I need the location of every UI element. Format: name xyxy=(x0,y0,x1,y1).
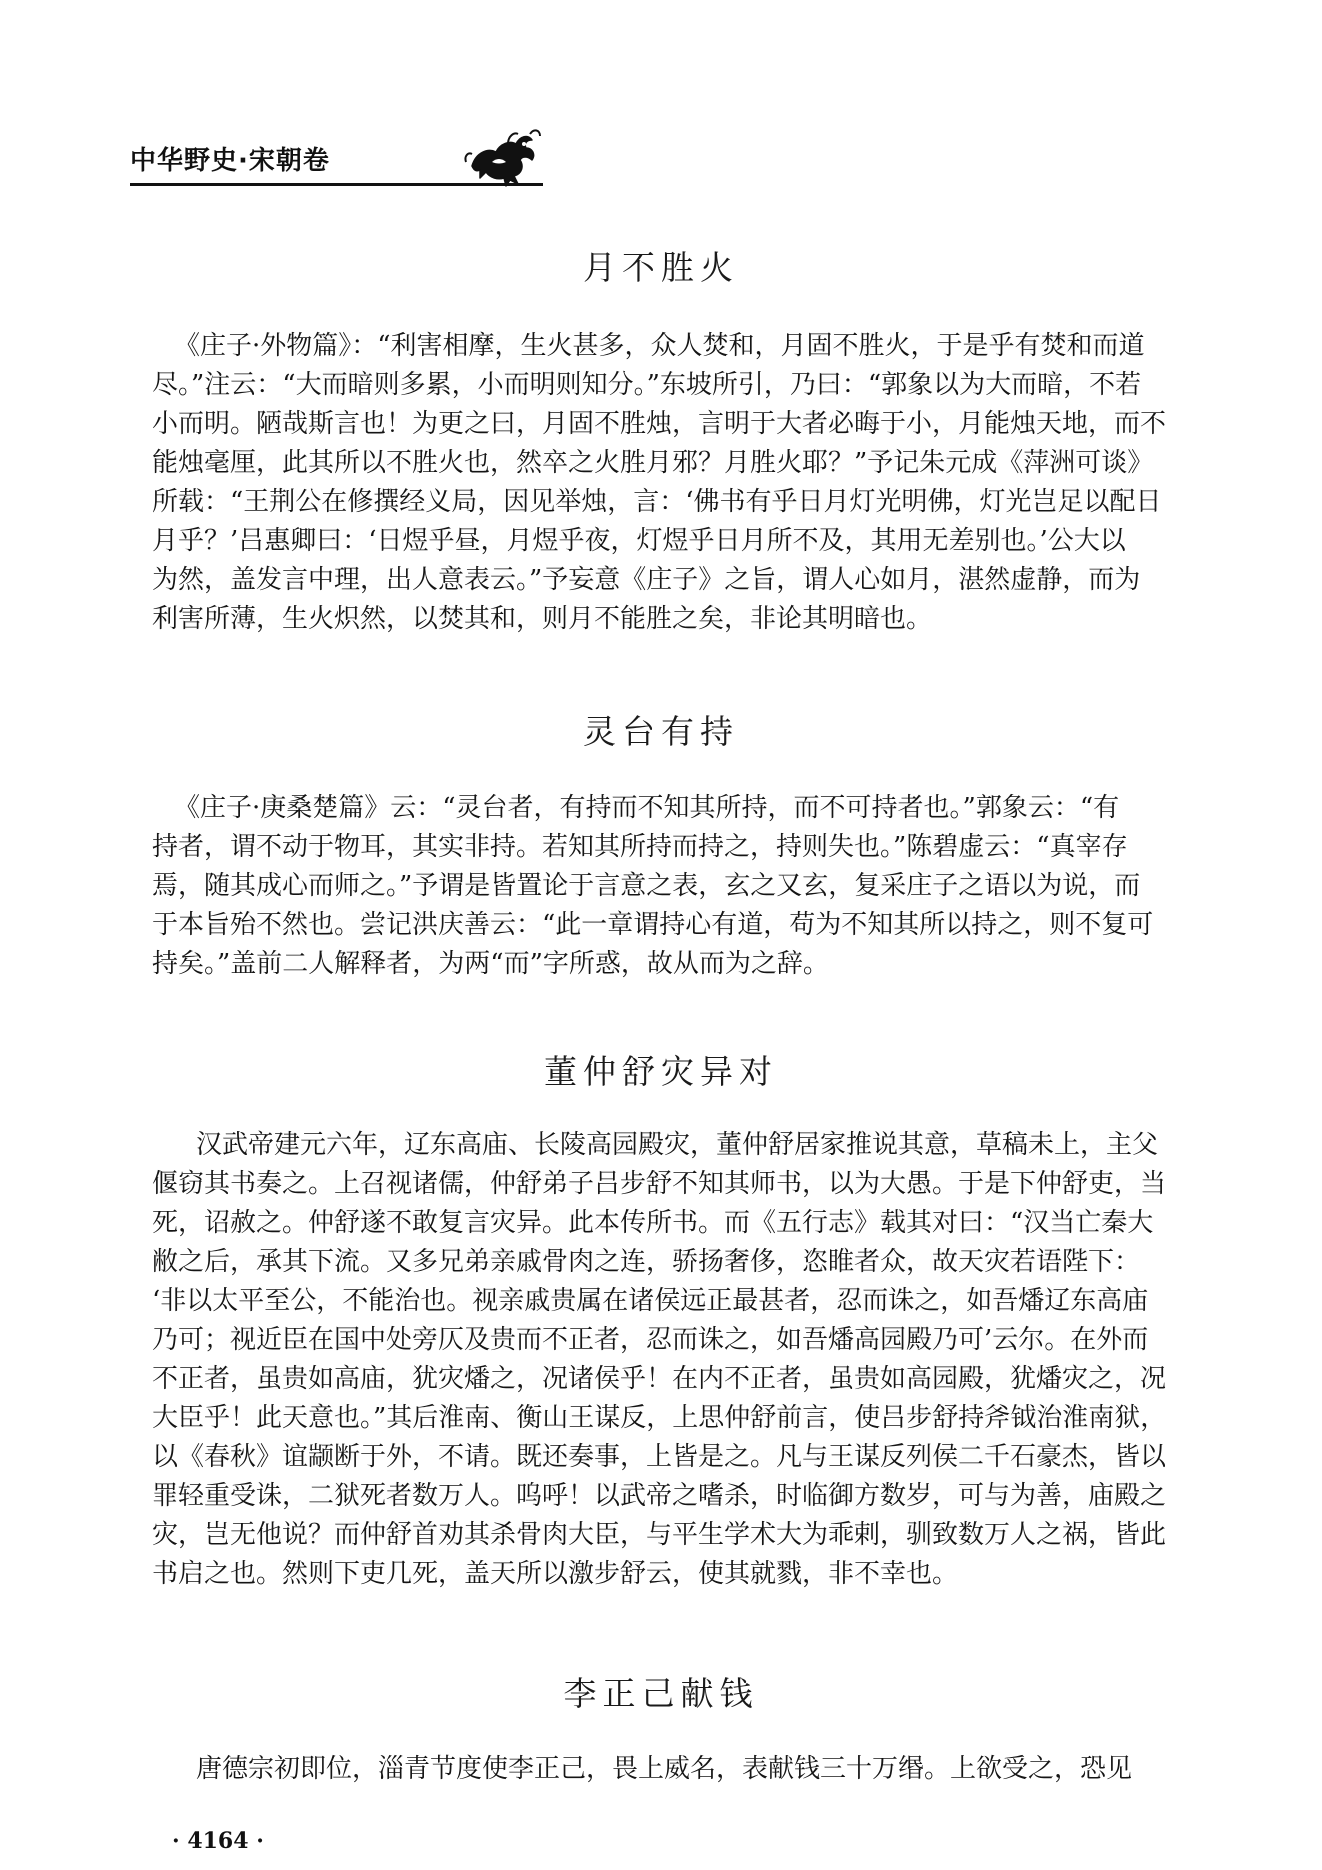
text-line: 于本旨殆不然也。尝记洪庆善云：“此一章谓持心有道，苟为不知其所以持之，则不复可 xyxy=(152,910,1154,940)
section-title: 李正己献钱 xyxy=(563,1674,759,1713)
section-title: 董仲舒灾异对 xyxy=(544,1052,778,1091)
text-line: 书启之也。然则下吏几死，盖天所以激步舒云，使其就戮，非不幸也。 xyxy=(152,1559,959,1589)
text-line: 持矣。”盖前二人解释者，为两“而”字所惑，故从而为之辞。 xyxy=(152,949,829,979)
text-line: 利害所薄，生火炽然，以焚其和，则月不能胜之矣，非论其明暗也。 xyxy=(152,604,933,634)
text-line: 尽。”注云：“大而暗则多累，小而明则知分。”东坡所引，乃曰：“郭象以为大而暗，不若 xyxy=(152,370,1142,400)
text-line: 能烛毫厘，此其所以不胜火也，然卒之火胜月邪？月胜火耶？”予记朱元成《萍洲可谈》 xyxy=(152,448,1154,478)
page-number: · 4164 · xyxy=(172,1828,264,1854)
section-body xyxy=(152,789,1232,984)
text-line: 死，诏赦之。仲舒遂不敢复言灾异。此本传所书。而《五行志》载其对曰：“汉当亡秦大 xyxy=(152,1208,1154,1238)
section-title: 灵台有持 xyxy=(583,712,739,751)
text-line: 灾，岂无他说？而仲舒首劝其杀骨肉大臣，与平生学术大为乖剌，驯致数万人之祸，皆此 xyxy=(152,1520,1167,1550)
book-title: 中华野史·宋朝卷 xyxy=(130,146,330,176)
text-line: 《庄子·庚桑楚篇》云：“灵台者，有持而不知其所持，而不可持者也。”郭象云：“有 xyxy=(174,793,1120,823)
section-body xyxy=(152,327,1232,639)
text-line: 为然，盖发言中理，出人意表云。”予妄意《庄子》之旨，谓人心如月，湛然虚静，而为 xyxy=(152,565,1141,595)
text-line: 以《春秋》谊颛断于外，不请。既还奏事，上皆是之。凡与王谋反列侯二千石豪杰，皆以 xyxy=(152,1442,1167,1472)
section-body xyxy=(152,1126,1232,1594)
text-line: 月乎？’吕惠卿曰：‘日煜乎昼，月煜乎夜，灯煜乎日月所不及，其用无差别也。’公大以 xyxy=(152,526,1126,556)
text-line: ‘非以太平至公，不能治也。视亲戚贵属在诸侯远正最甚者，忍而诛之，如吾燔辽东高庙 xyxy=(152,1286,1149,1316)
section-body xyxy=(152,1750,1232,1789)
text-line: 持者，谓不动于物耳，其实非持。若知其所持而持之，持则失也。”陈碧虚云：“真宰存 xyxy=(152,832,1128,862)
text-line: 偃窃其书奏之。上召视诸儒，仲舒弟子吕步舒不知其师书，以为大愚。于是下仲舒吏，当 xyxy=(152,1169,1167,1199)
text-line: 《庄子·外物篇》：“利害相摩，生火甚多，众人焚和，月固不胜火，于是乎有焚和而道 xyxy=(174,331,1145,361)
text-line: 汉武帝建元六年，辽东高庙、长陵高园殿灾，董仲舒居家推说其意，草稿未上，主父 xyxy=(196,1130,1159,1160)
text-line: 罪轻重受诛，二狱死者数万人。呜呼！以武帝之嗜杀，时临御方数岁，可与为善，庙殿之 xyxy=(152,1481,1167,1511)
text-line: 唐德宗初即位，淄青节度使李正己，畏上威名，表献钱三十万缗。上欲受之，恐见 xyxy=(196,1754,1133,1784)
text-line: 小而明。陋哉斯言也！为更之曰，月固不胜烛，言明于大者必晦于小，月能烛天地，而不 xyxy=(152,409,1167,439)
text-line: 所载：“王荆公在修撰经义局，因见举烛，言：‘佛书有乎日月灯光明佛，灯光岂足以配日 xyxy=(152,487,1162,517)
text-line: 敝之后，承其下流。又多兄弟亲戚骨肉之连，骄扬奢侈，恣睢者众，故天灾若语陛下： xyxy=(152,1247,1141,1277)
section-title: 月不胜火 xyxy=(583,248,739,287)
dragon-ornament-icon xyxy=(462,122,544,190)
text-line: 焉，随其成心而师之。”予谓是皆置论于言意之表，玄之又玄，复采庄子之语以为说，而 xyxy=(152,871,1141,901)
text-line: 乃可；视近臣在国中处旁仄及贵而不正者，忍而诛之，如吾燔高园殿乃可’云尔。在外而 xyxy=(152,1325,1149,1355)
text-line: 大臣乎！此天意也。”其后淮南、衡山王谋反，上思仲舒前言，使吕步舒持斧钺治淮南狱， xyxy=(152,1403,1167,1433)
text-line: 不正者，虽贵如高庙，犹灾燔之，况诸侯乎！在内不正者，虽贵如高园殿，犹燔灾之，况 xyxy=(152,1364,1167,1394)
